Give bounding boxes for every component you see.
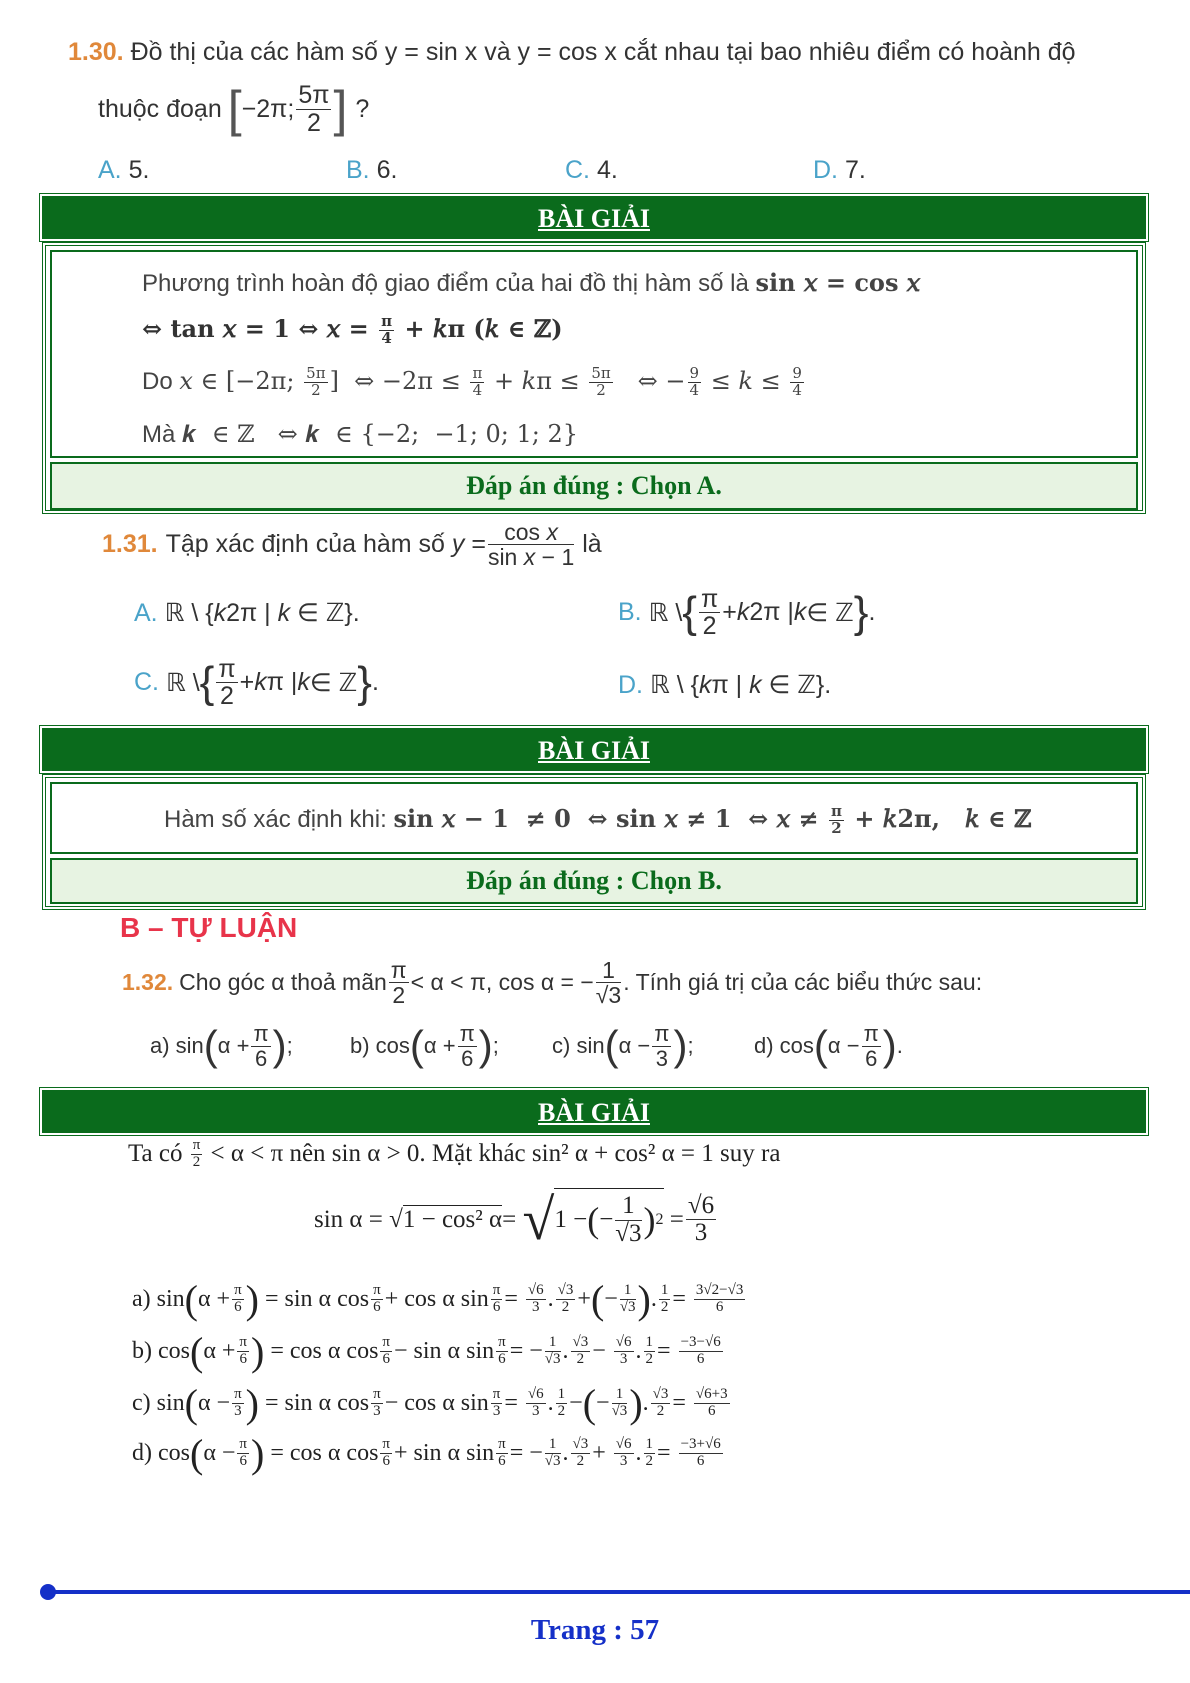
- page-number: Trang : 57: [530, 1614, 660, 1646]
- solution-sin: sin α = √ 1 − cos² α = √ 1 − ( − $\frac{1}{√3}$ ) 2 = $\frac{√6}{3}$: [314, 1187, 715, 1252]
- question-text: Đồ thị của các hàm số y = sin x và y = cos x cắt nhau tại bao nhiêu điểm có hoành độ: [130, 38, 1076, 66]
- solution-box-1-31: [42, 774, 1146, 910]
- question-number: 1.30.: [68, 38, 124, 66]
- option-d[interactable]: D. 7.: [813, 156, 866, 184]
- solution-content: [50, 782, 1138, 854]
- question-text-2: thuộc đoạn: [98, 94, 222, 123]
- solution-d: d) cos ( α − $\frac{\pi}{6}$ ) = cos α cos $\frac{\pi}{6}$ + sin α sin $\frac{\pi}{6}$ = − $\frac{1}{√3}$ . $\frac{√3}{2}$ + $\frac{√6}{3}$ . $\frac{1}{2}$ = $\frac{-3+√6}{6}$: [132, 1431, 721, 1476]
- option-c[interactable]: C. 4.: [565, 156, 618, 184]
- solution-header-1: BÀI GIẢI: [42, 196, 1146, 239]
- question-1-32: 1.32. Cho góc α thoả mãn $\frac{\pi}{2}$ < α < π, cos α = − $\frac{1}{√3}$ . Tính giá trị của các biểu thức sau:: [122, 957, 983, 1009]
- solution-content: [50, 250, 1138, 458]
- option-d[interactable]: D. ℝ \ {kπ | k ∈ ℤ}.: [618, 671, 832, 699]
- solution-line-2: ⇔ tan 𝑥 = 1 ⇔ 𝑥 = $\frac{\pi}{4}$ + 𝑘π (𝑘 ∈ ℤ): [142, 312, 563, 347]
- option-a[interactable]: A. 5.: [98, 156, 150, 184]
- solution-line-1: Hàm số xác định khi: sin 𝑥 − 1 ≠ 0 ⇔ sin 𝑥 ≠ 1 ⇔ 𝑥 ≠ $\frac{\pi}{2}$ + 𝑘2π, 𝑘 ∈ ℤ: [164, 802, 1032, 837]
- solution-c: c) sin ( α − $\frac{\pi}{3}$ ) = sin α cos $\frac{\pi}{3}$ − cos α sin $\frac{\pi}{3}$ = $\frac{√6}{3}$ . $\frac{1}{2}$ − ( − $\frac{1}{√3}$ ) . $\frac{√3}{2}$ = $\frac{√6+3}{6}$: [132, 1381, 728, 1426]
- solution-box-1-30: [42, 242, 1146, 514]
- solution-line-4: Mà 𝒌 ∈ ℤ ⇔ 𝒌 ∈ {−2; −1; 0; 1; 2}: [142, 420, 579, 448]
- section-title: B – TỰ LUẬN: [120, 912, 298, 943]
- solution-a: a) sin ( α + $\frac{\pi}{6}$ ) = sin α cos $\frac{\pi}{6}$ + cos α sin $\frac{\pi}{6}$ = $\frac{√6}{3}$ . $\frac{√3}{2}$ + ( − $\frac{1}{√3}$ ) . $\frac{1}{2}$ = $\frac{3√2-√3}{6}$: [132, 1277, 744, 1322]
- question-number: 1.32.: [122, 969, 174, 996]
- question-number: 1.31.: [102, 530, 158, 559]
- solution-intro: Ta có $\frac{\pi}{2}$ < α < π nên sin α > 0. Mặt khác sin² α + cos² α = 1 suy ra: [128, 1137, 781, 1170]
- solution-line-1: Phương trình hoàn độ giao điểm của hai đồ thị hàm số là sin 𝑥 = cos 𝑥: [142, 268, 921, 297]
- question-1-31: 1.31. Tập xác định của hàm số y = $\frac{\text{cos x}}{\text{sin x − 1}}$ là: [102, 519, 602, 571]
- question-1-30: [68, 38, 1076, 67]
- option-a[interactable]: A. ℝ \ {k2π | k ∈ ℤ}.: [134, 599, 360, 627]
- solution-b: b) cos ( α + $\frac{\pi}{6}$ ) = cos α cos $\frac{\pi}{6}$ − sin α sin $\frac{\pi}{6}$ = − $\frac{1}{√3}$ . $\frac{√3}{2}$ − $\frac{√6}{3}$ . $\frac{1}{2}$ = $\frac{-3-√6}{6}$: [132, 1329, 721, 1374]
- answer-1-30: Đáp án đúng : Chọn A.: [50, 462, 1138, 510]
- option-b[interactable]: B. 6.: [346, 156, 398, 184]
- option-c[interactable]: C. ℝ \ { $\frac{\pi}{2}$ + k π | k ∈ ℤ } .: [134, 655, 379, 711]
- answer-1-31: Đáp án đúng : Chọn B.: [50, 858, 1138, 904]
- part-b: b) cos ( α + $\frac{\pi}{6}$ ) ;: [350, 1021, 499, 1071]
- part-a: a) sin ( α + $\frac{\pi}{6}$ ) ;: [150, 1021, 293, 1071]
- part-d: d) cos ( α − $\frac{\pi}{6}$ ) .: [754, 1021, 903, 1071]
- question-1-30-line2: [98, 80, 369, 138]
- interval: [ −2π; $\frac{5\pi}{2}$ ] ?: [227, 81, 370, 137]
- option-b[interactable]: B. ℝ \ { $\frac{\pi}{2}$ + k 2π | k ∈ ℤ } .: [618, 585, 876, 641]
- solution-line-3: Do 𝑥 ∈ [−2π; $\frac{5\pi}{2}$ ] ⇔ −2π ≤ $\frac{\pi}{4}$ + 𝑘π ≤ $\frac{5\pi}{2}$ ⇔ − $\frac{9}{4}$ ≤ 𝑘 ≤ $\frac{9}{4}$: [142, 364, 802, 399]
- footer-rule: [48, 1590, 1190, 1594]
- solution-header-3: BÀI GIẢI: [42, 1090, 1146, 1133]
- part-c: c) sin ( α − $\frac{\pi}{3}$ ) ;: [552, 1021, 694, 1071]
- solution-header-2: BÀI GIẢI: [42, 728, 1146, 771]
